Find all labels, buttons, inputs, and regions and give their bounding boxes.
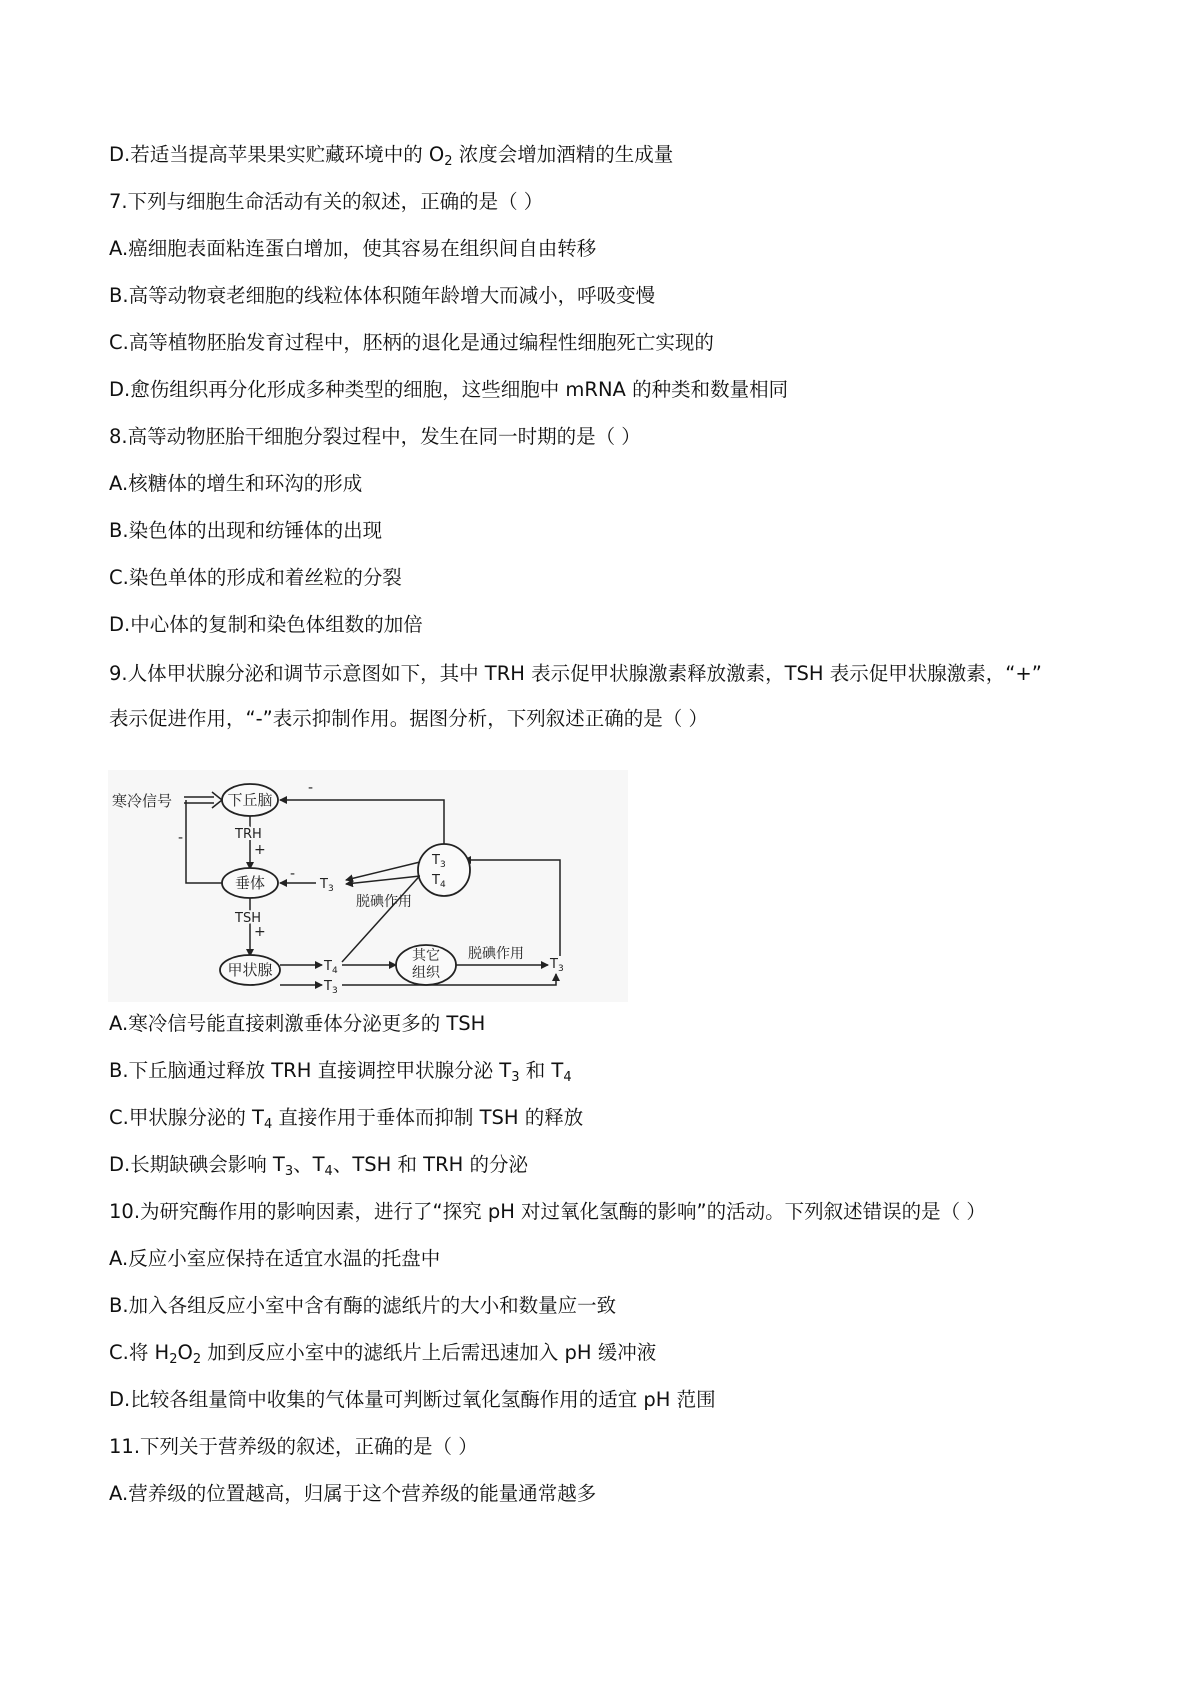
- text-line: [109, 188, 543, 216]
- text-run: A.癌细胞表面粘连蛋白增加，使其容易在组织间自由转移: [109, 237, 597, 260]
- text-line: [109, 470, 362, 498]
- pituitary-deiodination-label: 脱碘作用: [356, 894, 412, 910]
- blood-t4-label: $T_4$: [432, 873, 446, 890]
- blood-t3-label: $T_3$: [432, 853, 446, 870]
- text-run: C.高等植物胚胎发育过程中，胚柄的退化是通过编程性细胞死亡实现的: [109, 331, 714, 354]
- text-run: 和 T: [519, 1059, 564, 1082]
- text-line: [109, 1057, 572, 1092]
- text-line: [109, 1339, 656, 1374]
- thyroid-t4-label: $T_4$: [324, 959, 338, 976]
- text-run: 直接作用于垂体而抑制 TSH 的释放: [272, 1106, 584, 1129]
- text-run: D.长期缺碘会影响 T: [109, 1153, 285, 1176]
- text-line: [109, 564, 402, 592]
- tissue-deiodination-label: 脱碘作用: [468, 946, 524, 962]
- text-line: [109, 1386, 716, 1414]
- text-line: [109, 611, 423, 639]
- text-run: D.中心体的复制和染色体组数的加倍: [109, 613, 423, 636]
- text-run: B.加入各组反应小室中含有酶的滤纸片的大小和数量应一致: [109, 1294, 617, 1317]
- trh-plus: +: [254, 842, 266, 858]
- text-run: C.甲状腺分泌的 T: [109, 1106, 264, 1129]
- text-line: [109, 1480, 596, 1508]
- diagram-svg: [108, 770, 628, 1002]
- text-line: [109, 329, 714, 357]
- cold-signal-label: 寒冷信号: [112, 792, 173, 810]
- text-run: D.愈伤组织再分化形成多种类型的细胞，这些细胞中 mRNA 的种类和数量相同: [109, 378, 789, 401]
- blood-to-hypothalamus-line: [280, 800, 444, 844]
- subscript: 2: [169, 1352, 178, 1367]
- text-run: 表示促进作用，“-”表示抑制作用。据图分析，下列叙述正确的是（ ）: [109, 707, 708, 730]
- left-feedback-line: [186, 800, 222, 883]
- text-run: D.比较各组量筒中收集的气体量可判断过氧化氢酶作用的适宜 pH 范围: [109, 1388, 716, 1411]
- text-run: A.反应小室应保持在适宜水温的托盘中: [109, 1247, 441, 1270]
- subscript: 3: [511, 1070, 520, 1085]
- pituitary-t3-label: $T_3$: [320, 877, 334, 894]
- text-run: B.下丘脑通过释放 TRH 直接调控甲状腺分泌 T: [109, 1059, 512, 1082]
- text-line: [109, 1010, 485, 1038]
- hypothalamus-feedback-minus: -: [308, 780, 314, 796]
- pituitary-feedback-minus: -: [290, 866, 296, 882]
- text-line: [109, 1198, 986, 1226]
- text-run: 9.人体甲状腺分泌和调节示意图如下，其中 TRH 表示促甲状腺激素释放激素，TSH 表示促甲状腺激素，“+”: [109, 662, 1042, 685]
- subscript: 2: [444, 154, 453, 169]
- text-run: A.核糖体的增生和环沟的形成: [109, 472, 363, 495]
- text-run: 、TSH 和 TRH 的分泌: [332, 1153, 528, 1176]
- text-run: C.染色单体的形成和着丝粒的分裂: [109, 566, 402, 589]
- subscript: 4: [563, 1070, 572, 1085]
- other-tissue-label-1: 其它: [412, 948, 440, 964]
- hypothalamus-label: 下丘脑: [227, 791, 273, 809]
- text-run: 7.下列与细胞生命活动有关的叙述，正确的是（ ）: [109, 190, 544, 213]
- right-loop-line: [464, 860, 560, 956]
- thyroid-t3-label: $T_3$: [324, 979, 338, 996]
- left-feedback-minus: -: [178, 830, 184, 846]
- text-run: 、T: [293, 1153, 325, 1176]
- subscript: 4: [324, 1164, 333, 1179]
- text-run: D.若适当提高苹果果实贮藏环境中的 O: [109, 143, 445, 166]
- subscript: 2: [192, 1352, 202, 1367]
- text-line: [109, 1245, 440, 1273]
- tissue-t3-label: $T_3$: [550, 957, 564, 974]
- text-line: [109, 282, 655, 310]
- tsh-plus: +: [254, 924, 266, 940]
- text-line: [109, 141, 673, 176]
- text-line: [109, 1292, 616, 1320]
- text-run: O: [177, 1341, 193, 1364]
- text-line: [109, 1151, 528, 1186]
- text-run: A.寒冷信号能直接刺激垂体分泌更多的 TSH: [109, 1012, 486, 1035]
- tsh-label: TSH: [235, 911, 261, 926]
- trh-label: TRH: [235, 827, 262, 842]
- text-run: 10.为研究酶作用的影响因素，进行了“探究 pH 对过氧化氢酶的影响”的活动。下列叙述错误的是（ ）: [109, 1200, 986, 1223]
- thyroid-regulation-diagram: [108, 770, 628, 1002]
- text-line: [109, 1433, 478, 1461]
- text-run: C.将 H: [109, 1341, 170, 1364]
- text-line: [109, 1104, 583, 1139]
- text-line: [109, 705, 708, 733]
- text-run: 加到反应小室中的滤纸片上后需迅速加入 pH 缓冲液: [201, 1341, 657, 1364]
- other-tissue-label-2: 组织: [412, 965, 440, 981]
- text-line: [109, 517, 382, 545]
- subscript: 4: [263, 1117, 273, 1132]
- text-line: [109, 235, 596, 263]
- text-line: [109, 423, 641, 451]
- text-run: 11.下列关于营养级的叙述，正确的是（ ）: [109, 1435, 478, 1458]
- pituitary-label: 垂体: [234, 874, 266, 892]
- text-run: B.染色体的出现和纺锤体的出现: [109, 519, 383, 542]
- text-run: B.高等动物衰老细胞的线粒体体积随年龄增大而减小，呼吸变慢: [109, 284, 656, 307]
- thyroid-label: 甲状腺: [227, 961, 273, 979]
- text-run: A.营养级的位置越高，归属于这个营养级的能量通常越多: [109, 1482, 597, 1505]
- text-line: [109, 660, 1042, 688]
- subscript: 3: [284, 1164, 294, 1179]
- cold-signal-arrow: [184, 792, 222, 808]
- text-line: [109, 376, 788, 404]
- text-run: 8.高等动物胚胎干细胞分裂过程中，发生在同一时期的是（ ）: [109, 425, 641, 448]
- text-run: 浓度会增加酒精的生成量: [452, 143, 674, 166]
